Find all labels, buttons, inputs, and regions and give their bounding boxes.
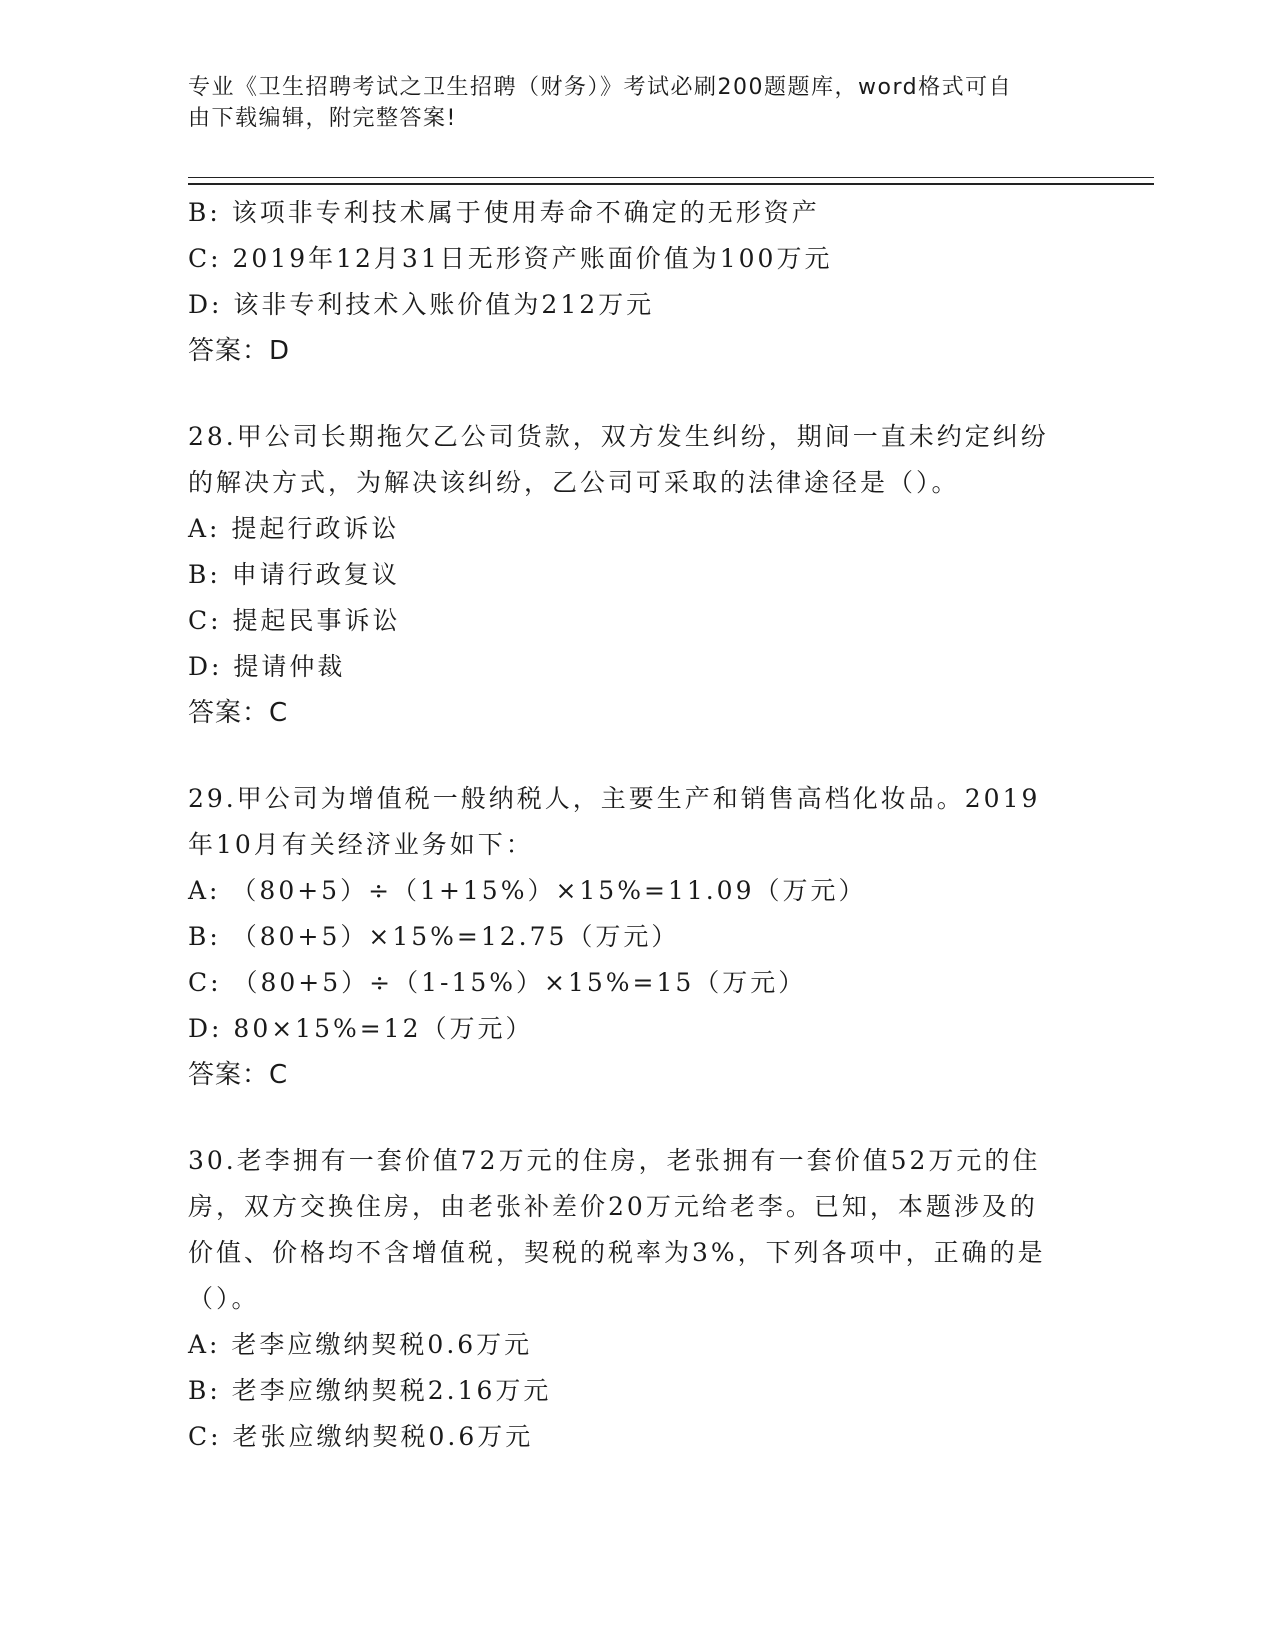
header-divider-thin xyxy=(188,177,1154,178)
option-d: D: 提请仲裁 xyxy=(188,652,346,681)
question-text-line: （）。 xyxy=(188,1284,260,1313)
question-text-line: 房，双方交换住房，由老张补差价20万元给老李。已知，本题涉及的 xyxy=(188,1192,1038,1221)
question-text-line: 的解决方式，为解决该纠纷，乙公司可采取的法律途径是（）。 xyxy=(188,468,960,497)
header-divider-thick xyxy=(188,183,1154,185)
option-b: B: （80+5）×15%=12.75（万元） xyxy=(188,922,680,951)
question-28 xyxy=(188,414,1068,736)
option-a: A: 老李应缴纳契税0.6万元 xyxy=(188,1330,533,1359)
question-27-continuation xyxy=(188,190,1068,374)
question-30 xyxy=(188,1138,1068,1460)
option-a: A: 提起行政诉讼 xyxy=(188,514,400,543)
document-body xyxy=(188,190,1068,1460)
option-c: C: 老张应缴纳契税0.6万元 xyxy=(188,1422,534,1451)
option-b: B: 老李应缴纳契税2.16万元 xyxy=(188,1376,552,1405)
header-line-1: 专业《卫生招聘考试之卫生招聘（财务）》考试必刷200题题库，word格式可自 xyxy=(188,75,1013,100)
option-c: C: 2019年12月31日无形资产账面价值为100万元 xyxy=(188,244,833,273)
question-text-line: 30.老李拥有一套价值72万元的住房，老张拥有一套价值52万元的住 xyxy=(188,1146,1041,1175)
option-b: B: 该项非专利技术属于使用寿命不确定的无形资产 xyxy=(188,198,820,227)
question-text-line: 年10月有关经济业务如下： xyxy=(188,830,534,859)
option-b: B: 申请行政复议 xyxy=(188,560,400,589)
option-c: C: （80+5）÷（1-15%）×15%=15（万元） xyxy=(188,968,807,997)
document-header xyxy=(188,72,1068,134)
answer-line: 答案：D xyxy=(188,336,291,366)
option-d: D: 80×15%=12（万元） xyxy=(188,1014,534,1043)
answer-line: 答案：C xyxy=(188,1060,289,1090)
option-a: A: （80+5）÷（1+15%）×15%=11.09（万元） xyxy=(188,876,867,905)
question-text-line: 价值、价格均不含增值税，契税的税率为3%，下列各项中，正确的是 xyxy=(188,1238,1046,1267)
question-text-line: 28.甲公司长期拖欠乙公司货款，双方发生纠纷，期间一直未约定纠纷 xyxy=(188,422,1049,451)
header-line-2: 由下载编辑，附完整答案! xyxy=(188,106,457,131)
answer-line: 答案：C xyxy=(188,698,289,728)
question-text-line: 29.甲公司为增值税一般纳税人，主要生产和销售高档化妆品。2019 xyxy=(188,784,1041,813)
question-29 xyxy=(188,776,1068,1098)
option-d: D: 该非专利技术入账价值为212万元 xyxy=(188,290,655,319)
option-c: C: 提起民事诉讼 xyxy=(188,606,401,635)
